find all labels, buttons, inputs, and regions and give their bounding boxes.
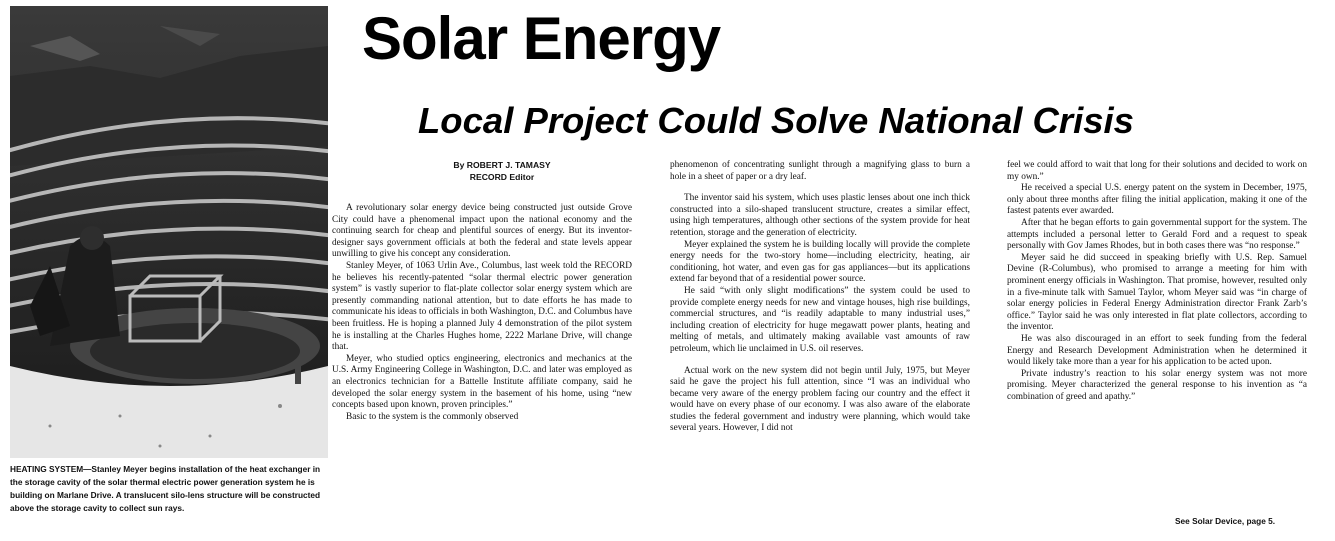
byline — [332, 160, 632, 183]
paragraph: Stanley Meyer, of 1063 Urlin Ave., Columbus, last week told the RECORD he believes his recently-patented “solar thermal electric power generation system” is vastly superior to flat-plate collector solar energy system which are presently commanding national attention, but to date efforts he has made to communicate his ideas to officials in both Washington, D.C. and Columbus have been fruitless. He is hoping a planned July 4 demonstration of the pilot system he is installing at the Charles Hughes home, 2222 Marlane Drive, will change that. — [332, 260, 632, 353]
photo-illustration — [10, 6, 328, 458]
paragraph: Basic to the system is the commonly observed — [346, 411, 519, 422]
paragraph: Meyer, who studied optics engineering, electronics and mechanics at the U.S. Army Engineering College in Washington, D.C. and later was employed as an electronics technician for a Battelle Institute affiliate company, said he developed the solar energy system in the basement of his home, using “new concepts based upon known, proven principles.” — [332, 353, 632, 411]
article-column-1 — [332, 160, 632, 535]
headline: Solar Energy — [362, 5, 721, 72]
paragraph: He received a special U.S. energy patent on the system in December, 1975, only about three months after filing the initial application, making it one of the fastest patents ever awarded. — [1007, 183, 1307, 217]
paragraph: He said “with only slight modifications” the system could be used to provide complete energy needs for new and vintage houses, high rise buildings, commercial structures, and “is readily adaptable to many industrial uses,” including creation of electricity for huge megawatt power plants, heating and melting of metals, and ultimately making available vast amounts of raw petroleum, which lie unclaimed in U.S. oil reserves. — [670, 285, 970, 354]
paragraph: After that he began efforts to gain governmental support for the system. The attempts included a personal letter to Gerald Ford and a request to speak personally with Gov James Rhodes, but in both cases there was “no response.” — [1007, 217, 1307, 252]
paragraph: feel we could afford to wait that long for their solutions and decided to work on my own.” — [1007, 160, 1307, 182]
article-column-3 — [1007, 160, 1307, 510]
article-column-2 — [670, 160, 970, 535]
paragraph: A revolutionary solar energy device being constructed just outside Grove City could have a phenomenal impact upon the national economy and the continuing search for cheap and plentiful sources of energy. But its inventor-designer says government officials at both the federal and state levels appear unwilling to give his concept any consideration. — [332, 203, 632, 260]
photo-caption: HEATING SYSTEM—Stanley Meyer begins installation of the heat exchanger in the storage cavity of the solar thermal electric power generation system he is building on Marlane Drive. A translucent silo-lens structure will be constructed above the storage cavity to collect sun rays. — [10, 464, 321, 513]
paragraph: Meyer said he did succeed in speaking briefly with U.S. Rep. Samuel Devine (R-Columbus), who promised to arrange a meeting for him with prominent energy officials in Washington. That promise, however, resulted only in a five-minute talk with Samuel Taylor, whom Meyer said was “in charge of solar energy policies in Federal Energy Administration director Frank Zarb’s office.” Taylor said he was only interested in flat plate collectors, according to the inventor. — [1007, 252, 1307, 333]
paragraph: Private industry’s reaction to his solar energy system was not more promising. Meyer characterized the general response to his invention as “a combination of greed and apathy.” — [1007, 368, 1307, 402]
paragraph: He was also discouraged in an effort to seek funding from the federal Energy and Research Development Administration when he determined it would likely take more than a year for his application to be acted upon. — [1007, 333, 1307, 368]
paragraph: Meyer explained the system he is building locally will provide the complete energy needs for the two-story home—including electricity, heating, air conditioning, hot water, and even gas for gas appliances—but its applications extend far beyond that of a residential power source. — [670, 239, 970, 285]
continued-jump-line: See Solar Device, page 5. — [1175, 516, 1276, 526]
byline-author: By ROBERT J. TAMASY — [453, 160, 551, 170]
byline-role: RECORD Editor — [469, 171, 535, 182]
paragraph: phenomenon of concentrating sunlight through a magnifying glass to burn a hole in a sheet of paper or a dry leaf. — [670, 160, 970, 182]
subheadline: Local Project Could Solve National Crisis — [418, 100, 1134, 141]
paragraph: Actual work on the new system did not begin until July, 1975, but Meyer said he gave the project his full attention, since “I was an individual who became very aware of the energy problem facing our country and the effect it would have on every phase of our economy. I was also aware of the elaborate studies the federal government and industry were planning, which would take several years. However, I did not — [670, 365, 970, 434]
photo-heating-system — [10, 6, 328, 458]
paragraph: The inventor said his system, which uses plastic lenses about one inch thick constructed into a silo-shaped translucent structure, creates a similar effect, using high temperatures, although other sections of the system provide for heat retention, storage and the generation of electricity. — [670, 193, 970, 238]
